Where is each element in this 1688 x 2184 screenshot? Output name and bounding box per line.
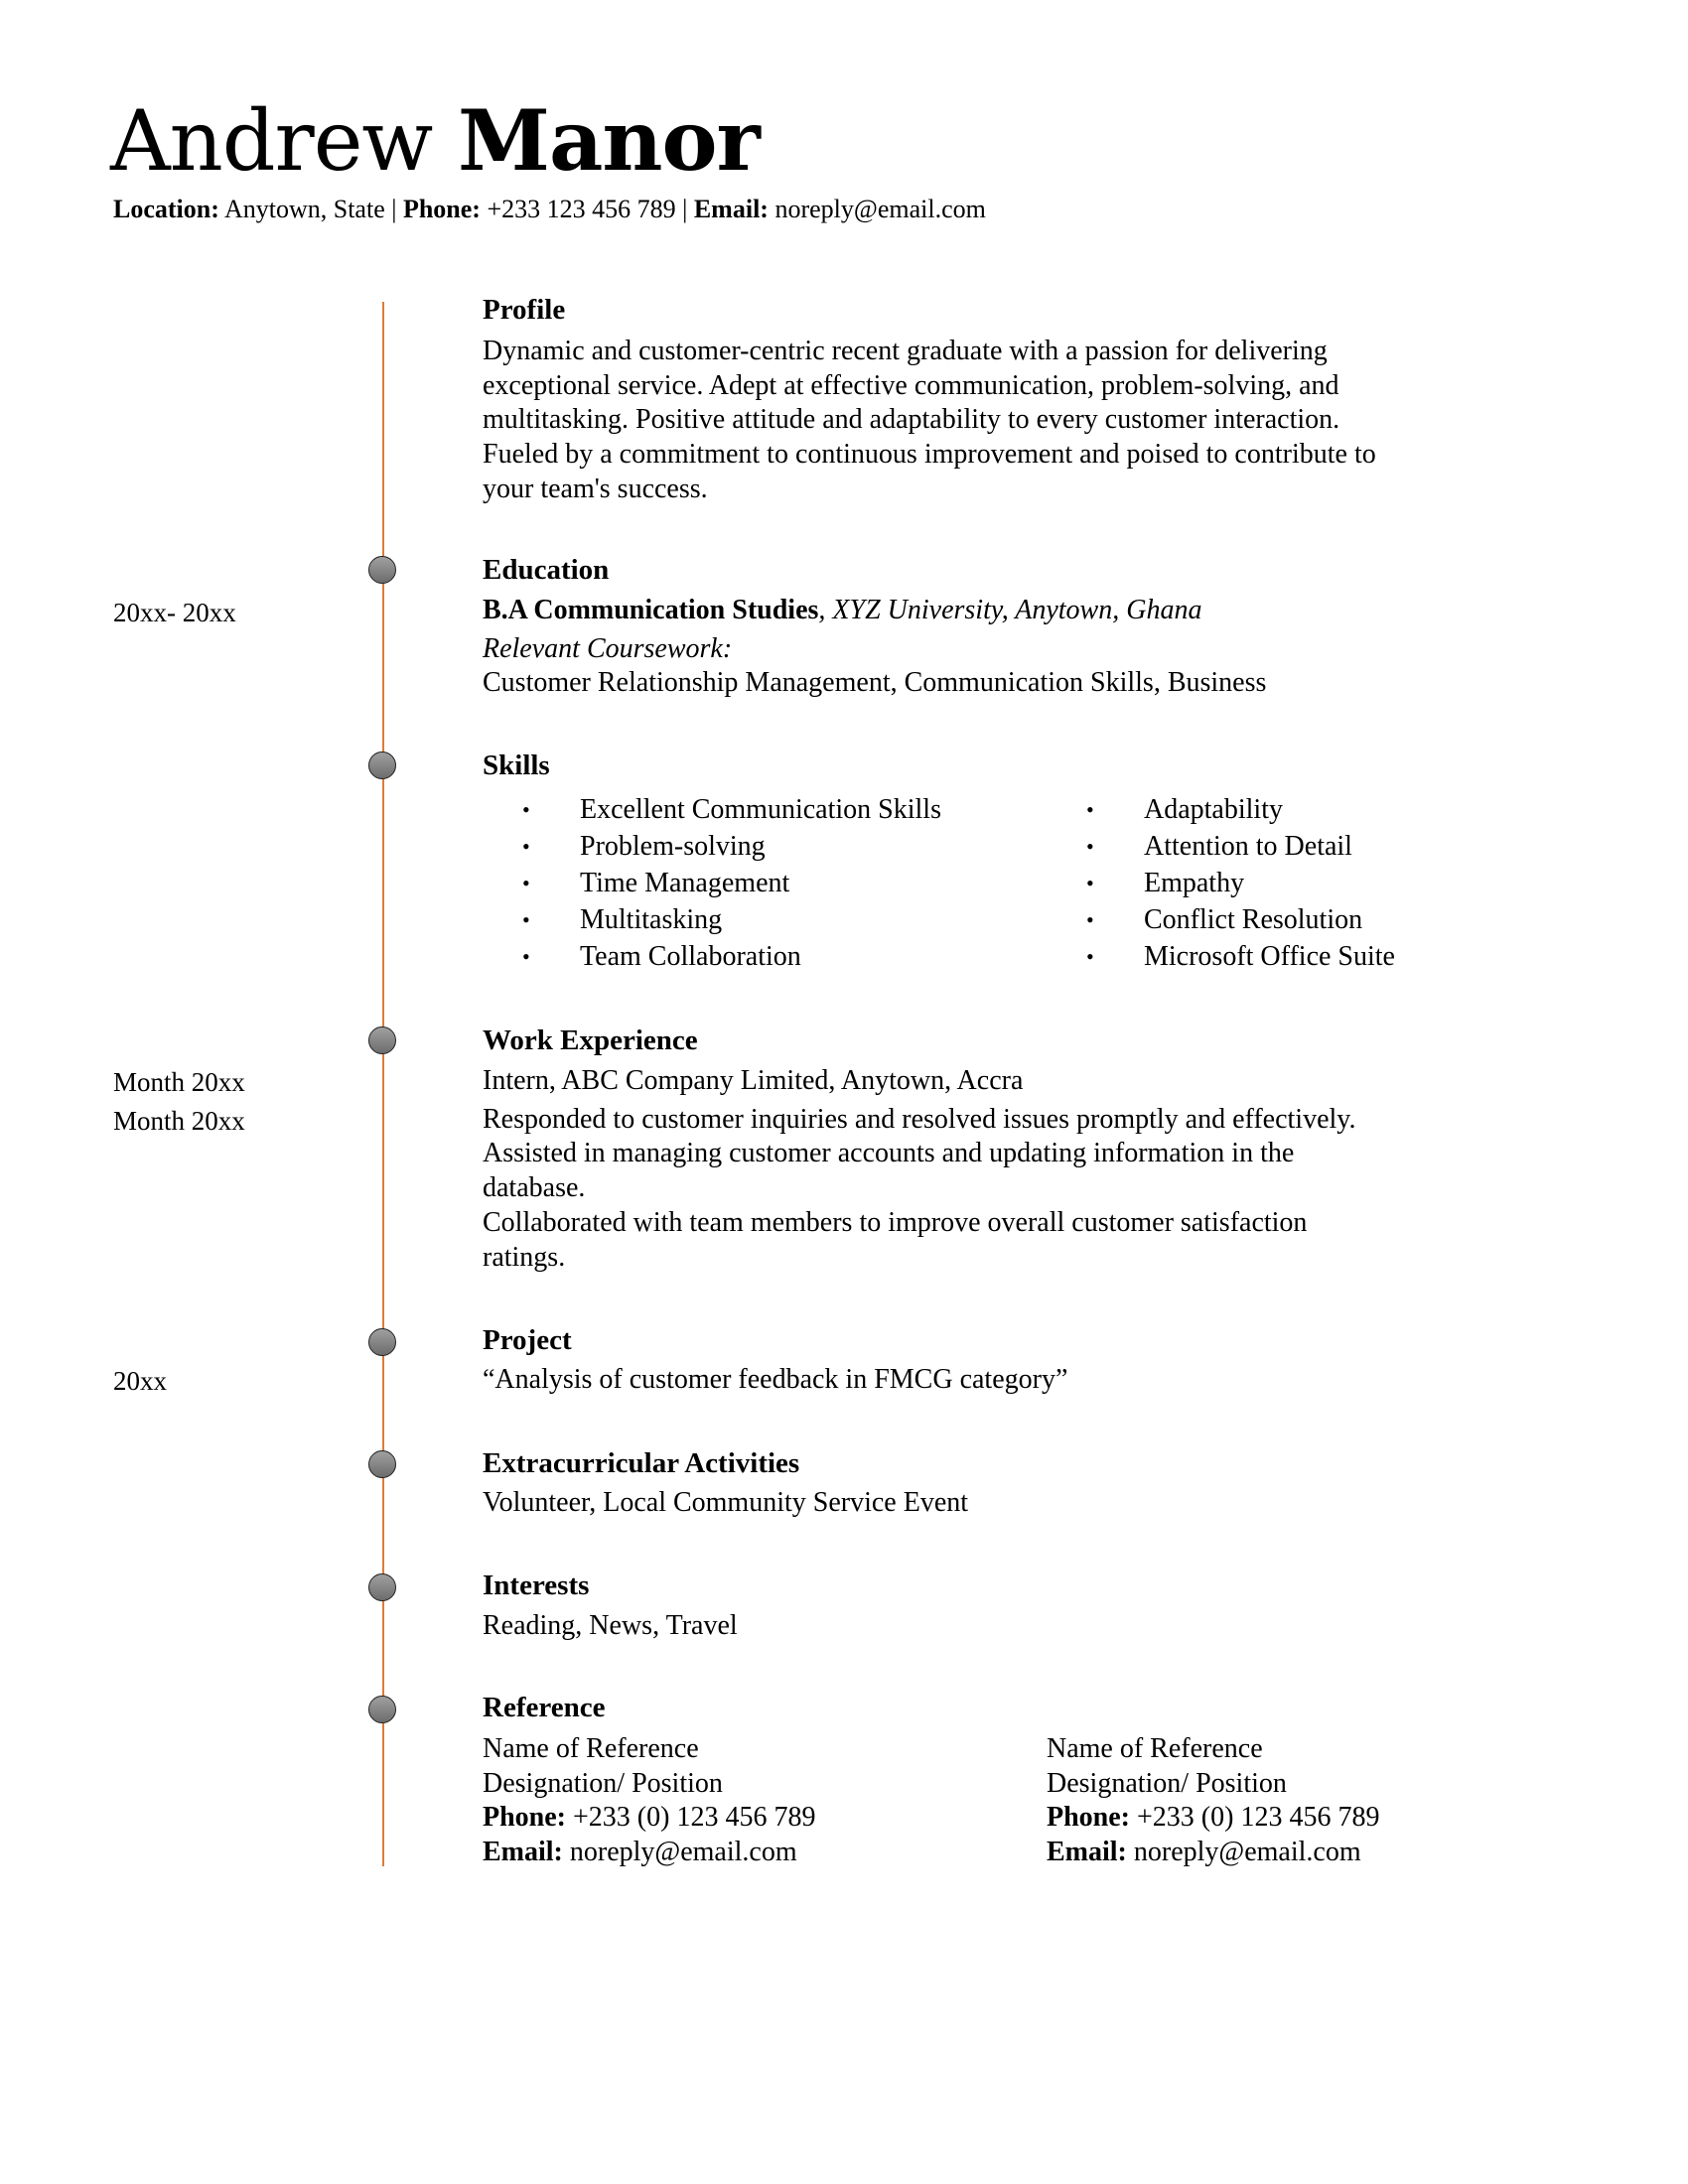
bullet-icon: • (522, 797, 530, 822)
email-label: Email: (1047, 1837, 1127, 1868)
location-label: Location: (113, 195, 219, 223)
work-line: database. (483, 1172, 586, 1204)
timeline-dot-icon (368, 1026, 396, 1054)
reference-email: Email: noreply@email.com (1047, 1837, 1361, 1868)
profile-line: multitasking. Positive attitude and adaptability to every customer interaction. (483, 404, 1340, 436)
bullet-icon: • (522, 944, 530, 969)
profile-summary (483, 335, 1585, 507)
candidate-name (110, 91, 760, 191)
reference-card (1047, 1732, 1379, 1870)
skill-item: • Time Management (580, 865, 941, 901)
skill-item: • Conflict Resolution (1144, 901, 1395, 938)
work-line: Collaborated with team members to improve overall customer satisfaction (483, 1206, 1308, 1238)
reference-name: Name of Reference (483, 1733, 699, 1764)
section-title-work-experience: Work Experience (483, 1024, 698, 1056)
section-title-profile: Profile (483, 294, 566, 326)
bullet-icon: • (1086, 797, 1094, 822)
separator: | (391, 195, 397, 223)
section-title-extracurricular: Extracurricular Activities (483, 1447, 800, 1479)
work-date-start: Month 20xx (113, 1067, 245, 1097)
skill-item: • Problem-solving (580, 828, 941, 865)
skill-item: • Adaptability (1144, 791, 1395, 828)
extracurricular-description: Volunteer, Local Community Service Event (483, 1487, 969, 1518)
bullet-icon: • (522, 871, 530, 895)
coursework-list: Customer Relationship Management, Communication Skills, Business (483, 667, 1267, 699)
reference-name: Name of Reference (1047, 1733, 1263, 1764)
work-position: Intern, ABC Company Limited, Anytown, Accra (483, 1065, 1024, 1096)
first-name: Andrew (110, 92, 433, 190)
skills-column-2 (1086, 791, 1395, 975)
reference-designation: Designation/ Position (483, 1767, 723, 1799)
section-title-education: Education (483, 554, 610, 586)
section-title-interests: Interests (483, 1570, 590, 1601)
education-date: 20xx- 20xx (113, 598, 236, 627)
work-line: Assisted in managing customer accounts and updating information in the (483, 1138, 1295, 1169)
last-name: Manor (458, 91, 760, 190)
work-date-end: Month 20xx (113, 1106, 245, 1136)
bullet-icon: • (522, 907, 530, 932)
reference-card (483, 1732, 815, 1870)
timeline-dot-icon (368, 1328, 396, 1356)
email-label: Email: (693, 195, 769, 223)
bullet-icon: • (1086, 871, 1094, 895)
timeline-dot-icon (368, 1696, 396, 1723)
reference-phone: Phone: +233 (0) 123 456 789 (483, 1802, 816, 1834)
location-value: Anytown, State (223, 195, 385, 223)
skill-item: • Excellent Communication Skills (580, 791, 941, 828)
timeline-dot-icon (368, 556, 396, 584)
bullet-icon: • (1086, 834, 1094, 859)
skill-item: • Team Collaboration (580, 938, 941, 975)
skill-item: • Multitasking (580, 901, 941, 938)
reference-email: Email: noreply@email.com (483, 1837, 797, 1868)
reference-phone: Phone: +233 (0) 123 456 789 (1047, 1802, 1380, 1834)
timeline-dot-icon (368, 1450, 396, 1478)
profile-line: exceptional service. Adept at effective communication, problem-solving, and (483, 369, 1339, 401)
skills-column-1 (522, 791, 941, 975)
project-date: 20xx (113, 1366, 167, 1396)
degree-line (483, 594, 1585, 628)
phone-label: Phone: (483, 1802, 566, 1834)
degree: B.A Communication Studies (483, 595, 819, 625)
section-title-project: Project (483, 1324, 572, 1356)
interests-description: Reading, News, Travel (483, 1610, 738, 1641)
email-value: noreply@email.com (774, 195, 986, 223)
reference-designation: Designation/ Position (1047, 1767, 1287, 1799)
institution: , XYZ University, Anytown, Ghana (818, 595, 1202, 625)
email-label: Email: (483, 1837, 563, 1868)
timeline-dot-icon (368, 1573, 396, 1601)
profile-line: your team's success. (483, 473, 708, 504)
work-line: ratings. (483, 1241, 566, 1273)
bullet-icon: • (1086, 944, 1094, 969)
education-details (483, 594, 1585, 701)
coursework-label: Relevant Coursework: (483, 632, 733, 664)
section-title-reference: Reference (483, 1692, 606, 1723)
phone-label: Phone: (402, 195, 481, 223)
profile-line: Dynamic and customer-centric recent graduate with a passion for delivering (483, 336, 1328, 366)
section-title-skills: Skills (483, 750, 550, 781)
project-description: “Analysis of customer feedback in FMCG category” (483, 1364, 1068, 1395)
skill-item: • Attention to Detail (1144, 828, 1395, 865)
profile-line: Fueled by a commitment to continuous improvement and poised to contribute to (483, 439, 1376, 471)
work-details (483, 1064, 1585, 1275)
work-line: Responded to customer inquiries and resolved issues promptly and effectively. (483, 1103, 1356, 1135)
separator: | (682, 195, 688, 223)
bullet-icon: • (522, 834, 530, 859)
phone-label: Phone: (1047, 1802, 1130, 1834)
bullet-icon: • (1086, 907, 1094, 932)
phone-value: +233 123 456 789 (487, 195, 676, 223)
skill-item: • Microsoft Office Suite (1144, 938, 1395, 975)
timeline-line (382, 302, 384, 1866)
timeline-dot-icon (368, 751, 396, 779)
skill-item: • Empathy (1144, 865, 1395, 901)
contact-line (113, 194, 986, 225)
